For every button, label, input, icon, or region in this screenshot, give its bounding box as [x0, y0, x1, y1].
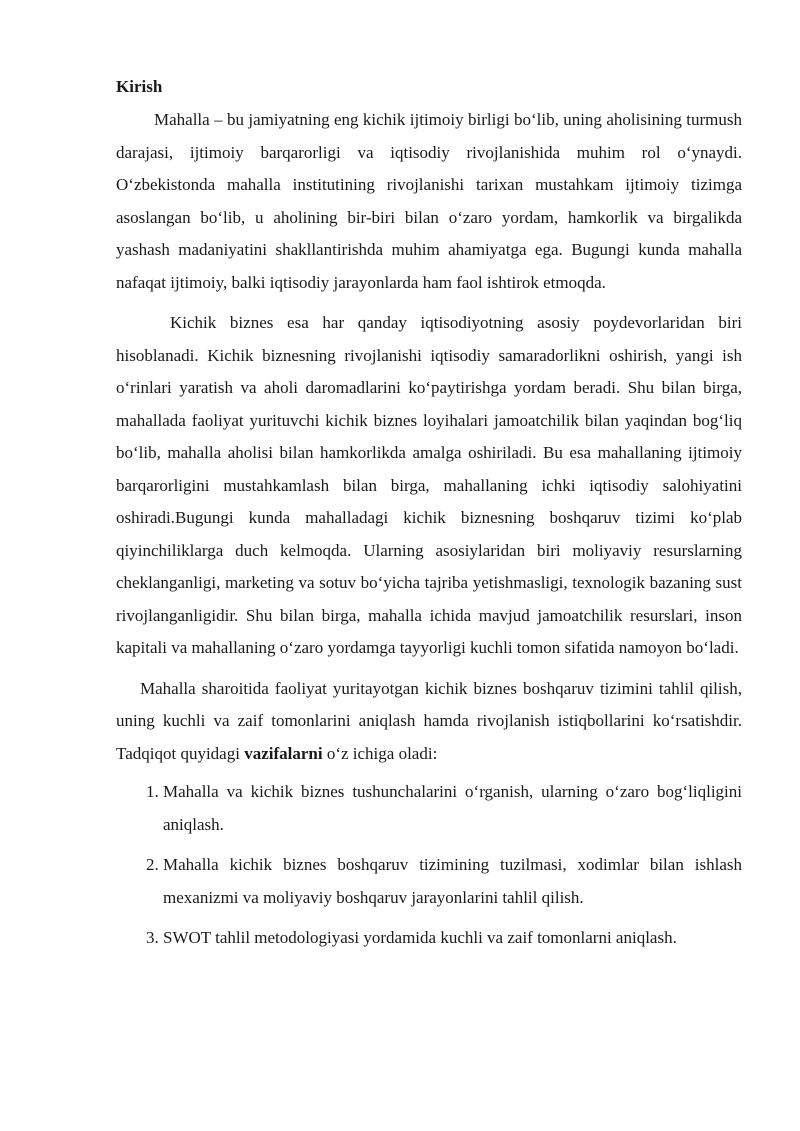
task-item-2: 2. Mahalla kichik biznes boshqaruv tizimining tuzilmasi, xodimlar bilan ishlash mexanizmi va moliyaviy boshqaruv jarayonlarini tahlil qilish. [163, 849, 742, 914]
paragraph-intro: Mahalla – bu jamiyatning eng kichik ijtimoiy birligi bo‘lib, uning aholisining turmush darajasi, ijtimoiy barqarorligi va iqtisodiy rivojlanishida muhim rol o‘ynaydi. O‘zbekistonda mahalla institutining rivojlanishi tarixan mustahkam ijtimoiy tizimga asoslangan bo‘lib, u aholining bir-biri bilan o‘zaro yordam, hamkorlik va birgalikda yashash madaniyatini shakllantirishda muhim ahamiyatga ega. Bugungi kunda mahalla nafaqat ijtimoiy, balki iqtisodiy jarayonlarda ham faol ishtirok etmoqda. [116, 110, 742, 292]
paragraph-text: Mahalla sharoitida faoliyat yuritayotgan kichik biznes boshqaruv tizimini tahlil qilish, uning kuchli va zaif tomonlarini aniqlash hamda rivojlanish istiqbollarini ko‘rsatishdir. Tadqiqot quyidagi [116, 678, 742, 763]
section-heading: Kirish [116, 77, 163, 96]
bold-term: vazifalarni [244, 743, 323, 763]
task-item-3: 3. SWOT tahlil metodologiyasi yordamida kuchli va zaif tomonlarni aniqlash. [163, 922, 742, 955]
document-page [116, 74, 742, 963]
paragraph-research-tasks [116, 673, 742, 771]
paragraph-text-end: o‘z ichiga oladi: [322, 743, 438, 763]
task-list [116, 776, 742, 955]
paragraph-small-business: Kichik biznes esa har qanday iqtisodiyotning asosiy poydevorlaridan biri hisoblanadi. Kichik biznesning rivojlanishi iqtisodiy samaradorlikni oshirish, yangi ish o‘rinlari yaratish va aholi daromadlarini ko‘paytirishga yordam beradi. Shu bilan birga, mahallada faoliyat yurituvchi kichik biznes loyihalari jamoatchilik bilan yaqindan bog‘liq bo‘lib, mahalla aholisi bilan hamkorlikda amalga oshiriladi. Bu esa mahallaning ijtimoiy barqarorligini mustahkamlash bilan birga, mahallaning ichki iqtisodiy salohiyatini oshiradi.Bugungi kunda mahalladagi kichik biznesning boshqaruv tizimi ko‘plab qiyinchiliklarga duch kelmoqda. Ularning asosiylaridan biri moliyaviy resurslarning cheklanganligi, marketing va sotuv bo‘yicha tajriba yetishmasligi, texnologik bazaning sust rivojlanganligidir. Shu bilan birga, mahalla ichida mavjud jamoatchilik resurslari, inson kapitali va mahallaning o‘zaro yordamga tayyorligi kuchli tomon sifatida namoyon bo‘ladi. [116, 313, 742, 657]
task-item-1: 1. Mahalla va kichik biznes tushunchalarini o‘rganish, ularning o‘zaro bog‘liqligini aniqlash. [163, 776, 742, 841]
